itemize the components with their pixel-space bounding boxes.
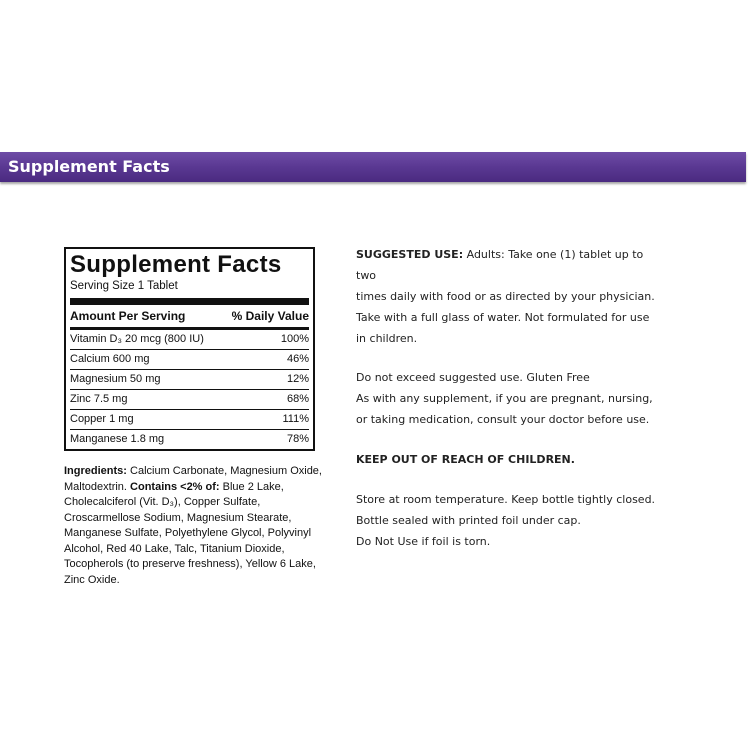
contains-label: Contains <2% of:	[130, 480, 220, 493]
nutrient-dv: 46%	[286, 353, 309, 365]
serving-size: Serving Size 1 Tablet	[70, 279, 309, 305]
nutrient-dv: 111%	[282, 413, 309, 425]
suggested-use-label: SUGGESTED USE:	[356, 248, 464, 261]
nutrient-dv: 100%	[280, 333, 309, 345]
facts-row	[70, 390, 309, 410]
ingredients-label: Ingredients:	[64, 465, 127, 477]
nutrient-dv: 12%	[286, 373, 309, 385]
ingredients-part2: Blue 2 Lake, Cholecalciferol (Vit. D₃), Copper Sulfate, Croscarmellose Sodium, Magnesium Stearate, Manganese Sulfate, Polyethylene Glycol, Polyvinyl Alcohol, Red 40 Lake, Talc, Titanium Dioxide, Tocopherols (to preserve freshness), Yellow 6 Lake, Zinc Oxide.	[64, 480, 316, 586]
nutrient-name: Copper 1 mg	[70, 413, 134, 425]
storage-line: Do Not Use if foil is torn.	[356, 535, 491, 548]
ingredients-part1: Calcium Carbonate, Magnesium Oxide, Maltodextrin.	[64, 465, 322, 493]
suggested-use-text: Adults: Take one (1) tablet up to two	[356, 248, 644, 282]
nutrient-name: Calcium 600 mg	[70, 353, 150, 365]
facts-row	[70, 330, 309, 350]
suggested-use-line: Take with a full glass of water. Not formulated for use	[356, 311, 650, 324]
suggested-use-line	[356, 244, 656, 286]
keep-out-warning: KEEP OUT OF REACH OF CHILDREN.	[356, 453, 575, 466]
warning-line: Do not exceed suggested use. Gluten Free	[356, 371, 590, 384]
nutrient-name: Manganese 1.8 mg	[70, 433, 165, 445]
banner-title: Supplement Facts	[8, 157, 170, 176]
supplement-facts-panel	[64, 247, 315, 451]
daily-value-header: % Daily Value	[231, 309, 309, 323]
facts-row	[70, 370, 309, 390]
ingredients-text	[64, 464, 326, 588]
storage-line: Bottle sealed with printed foil under cap.	[356, 514, 581, 527]
facts-row	[70, 350, 309, 370]
suggested-use-line: in children.	[356, 332, 418, 345]
suggested-use-line: times daily with food or as directed by your physician.	[356, 290, 655, 303]
warning-line: or taking medication, consult your doctor before use.	[356, 413, 650, 426]
facts-title: Supplement Facts	[70, 251, 282, 278]
facts-row	[70, 410, 309, 430]
nutrient-name: Magnesium 50 mg	[70, 373, 161, 385]
nutrient-dv: 78%	[286, 433, 309, 445]
storage-line: Store at room temperature. Keep bottle tightly closed.	[356, 493, 656, 506]
nutrient-dv: 68%	[286, 393, 309, 405]
facts-row	[70, 430, 309, 449]
facts-header-row	[70, 305, 309, 330]
nutrient-name: Vitamin D₃ 20 mcg (800 IU)	[70, 333, 204, 345]
directions-column	[356, 244, 656, 552]
section-banner	[0, 152, 746, 182]
amount-per-serving-header: Amount Per Serving	[70, 309, 186, 323]
warning-line: As with any supplement, if you are pregnant, nursing,	[356, 392, 653, 405]
nutrient-name: Zinc 7.5 mg	[70, 393, 128, 405]
